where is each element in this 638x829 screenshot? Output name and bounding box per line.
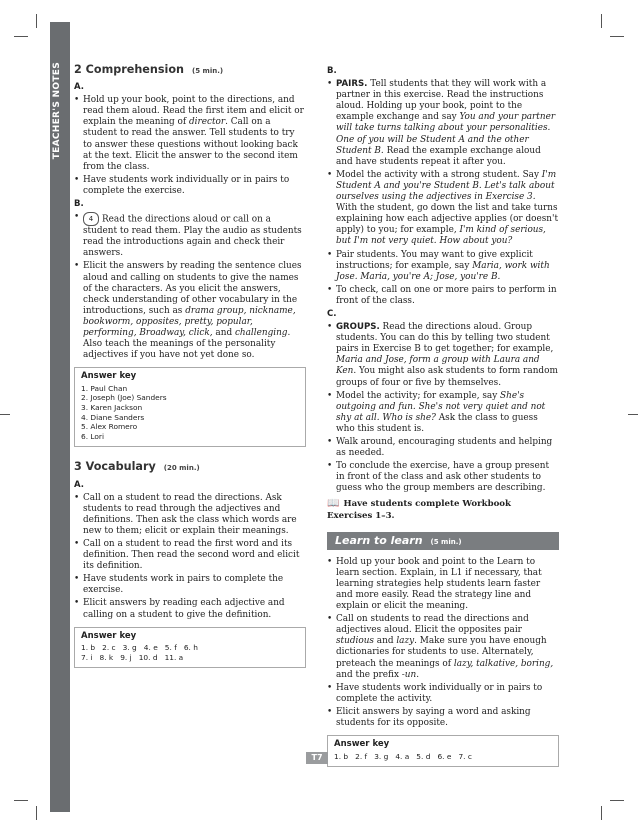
list-item: 1. Paul Chan: [81, 383, 128, 393]
answer-key-line: 1. b 2. f 3. g 4. a 5. d 6. e 7. c: [334, 751, 472, 761]
answer-key-line: 7. i 8. k 9. j 10. d 11. a: [81, 652, 184, 662]
bullet-list: [74, 95, 306, 197]
answer-key-list: [81, 384, 299, 442]
list-item: • Call on a student to read the directions. Ask students to read through the adjectives and definitions. Then ask the class which words are new to them; elicit or explain their meanings.: [74, 493, 306, 537]
subsection-label: B.: [74, 199, 84, 210]
list-item: • Model the activity; for example, say She's outgoing and fun. She's not very quiet and not shy at all. Who is she? Ask the class to guess who this student is.: [327, 391, 559, 435]
answer-key-title: Answer key: [81, 371, 137, 382]
list-item: 4. Diane Sanders: [81, 412, 145, 422]
workbook-text: Have students complete Workbook Exercises 1–3.: [327, 499, 511, 521]
list-item: • Call on students to read the directions and adjectives aloud. Elicit the opposites pair studious and lazy. Make sure you have enough dictionaries for students to use. Alternately, preteach the meanings of lazy, talkative, boring, and the prefix -un.: [327, 614, 559, 681]
list-item: [74, 212, 306, 259]
answer-key-line: 1. b 2. c 3. g 4. e 5. f 6. h: [81, 643, 198, 653]
workbook-icon: 📖: [327, 498, 340, 510]
section-title: 3 Vocabulary: [74, 460, 156, 474]
groups-label: GROUPS.: [336, 322, 380, 333]
section-comprehension-heading: [74, 64, 306, 77]
crop-mark: [0, 414, 10, 415]
list-item: • Have students work individually or in pairs to complete the activity.: [327, 683, 559, 705]
list-item: • Walk around, encouraging students and helping as needed.: [327, 437, 559, 459]
crop-mark: [601, 806, 602, 820]
crop-mark: [14, 800, 28, 801]
subsection-label: A.: [74, 82, 84, 93]
list-item: 5. Alex Romero: [81, 422, 138, 432]
list-item: • To conclude the exercise, have a group present in front of the class and ask other students to guess who the group members are describing.: [327, 461, 559, 494]
section-time: (5 min.): [192, 67, 224, 75]
list-item: • To check, call on one or more pairs to perform in front of the class.: [327, 285, 559, 307]
right-column: [327, 64, 559, 777]
answer-key-box: [74, 627, 306, 669]
list-item: • Hold up your book and point to the Learn to learn section. Explain, in L1 if necessary, that learning strategies help students learn faster and more easily. Read the strategy line and explain or elicit the meaning.: [327, 557, 559, 612]
list-item: • Model the activity with a strong student. Say I'm Student A and you're Student B. Let's talk about ourselves using the adjectives in Exercise 3. With the student, go down the list and take turns explaining how each adjective applies (or doesn't apply) to you; for example, I'm kind of serious, but I'm not very quiet. How about you?: [327, 170, 559, 248]
list-item: • Elicit the answers by reading the sentence clues aloud and calling on students to give the names of the characters. As you elicit the answers, check understanding of other vocabulary in the introductions, such as drama group, nickname, bookworm, opposites, pretty, popular, performing, Broadway, click, and challenging. Also teach the meanings of the personality adjectives if you have not yet done so.: [74, 261, 306, 361]
list-item: • Pair students. You may want to give explicit instructions; for example, say Maria, work with Jose. Maria, you're A; Jose, you're B.: [327, 250, 559, 283]
list-item: • PAIRS. Tell students that they will work with a partner in this exercise. Read the instructions aloud. Holding up your book, point to the example exchange and say You and your partner will take turns talking about your personalities. One of you will be Student A and the other Student B. Read the example exchange aloud and have students repeat it after you.: [327, 79, 559, 168]
crop-mark: [36, 806, 37, 820]
section-time: (5 min.): [430, 537, 462, 546]
list-item: • Call on a student to read the first word and its definition. Then read the second word and elicit its definition.: [74, 539, 306, 572]
answer-key-box: [327, 735, 559, 767]
answer-key-box: [74, 367, 306, 447]
pairs-label: PAIRS.: [336, 79, 368, 90]
section-title: 2 Comprehension: [74, 63, 185, 76]
sidebar-label: TEACHER'S NOTES: [52, 62, 62, 160]
bullet-list: [74, 212, 306, 361]
subsection-label: B.: [327, 66, 337, 76]
list-item: 3. Karen Jackson: [81, 403, 143, 413]
crop-mark: [610, 800, 624, 801]
learn-to-learn-title: Learn to learn: [335, 533, 423, 547]
list-item: • Elicit answers by reading each adjective and calling on a student to give the definition.: [74, 598, 306, 620]
crop-mark: [610, 36, 624, 37]
crop-mark: [36, 14, 37, 28]
list-item: 6. Lori: [81, 431, 105, 441]
list-item: • GROUPS. Read the directions aloud. Group students. You can do this by telling two student pairs in Exercise B to get together; for example, Maria and Jose, form a group with Laura and Ken. You might also ask students to form random groups of four or five by themselves.: [327, 322, 559, 389]
page-number: T7: [306, 752, 328, 764]
answer-key-title: Answer key: [334, 739, 390, 750]
bullet-list: [327, 322, 559, 494]
list-item: 2. Joseph (Joe) Sanders: [81, 393, 167, 403]
bullet-list: [327, 79, 559, 307]
subsection-label: C.: [327, 308, 337, 319]
bullet-list: [74, 493, 306, 621]
left-column: [74, 64, 306, 678]
answer-key-title: Answer key: [81, 630, 137, 641]
subsection-label: A.: [74, 479, 84, 490]
section-time: (20 min.): [163, 464, 200, 473]
list-item: • Have students work in pairs to complete the exercise.: [74, 574, 306, 596]
workbook-note: [327, 498, 559, 521]
list-item-text: Read the directions aloud or call on a student to read them. Play the audio as students read the introductions again and check their answers.: [83, 214, 302, 259]
list-item: • Hold up your book, point to the directions, and read them aloud. Read the first item and elicit or explain the meaning of director. Call on a student to read the answer. Tell students to try to answer these questions without looking back at the text. Elicit the answer to the second item from the class.: [74, 95, 306, 173]
audio-track-icon: 4: [83, 212, 99, 226]
crop-mark: [601, 14, 602, 28]
learn-to-learn-bar: [327, 532, 559, 550]
section-vocabulary-heading: [74, 461, 306, 474]
bullet-list: [327, 557, 559, 729]
crop-mark: [628, 414, 638, 415]
crop-mark: [14, 36, 28, 37]
list-item: • Elicit answers by saying a word and asking students for its opposite.: [327, 707, 559, 729]
list-item: • Have students work individually or in pairs to complete the exercise.: [74, 175, 306, 197]
